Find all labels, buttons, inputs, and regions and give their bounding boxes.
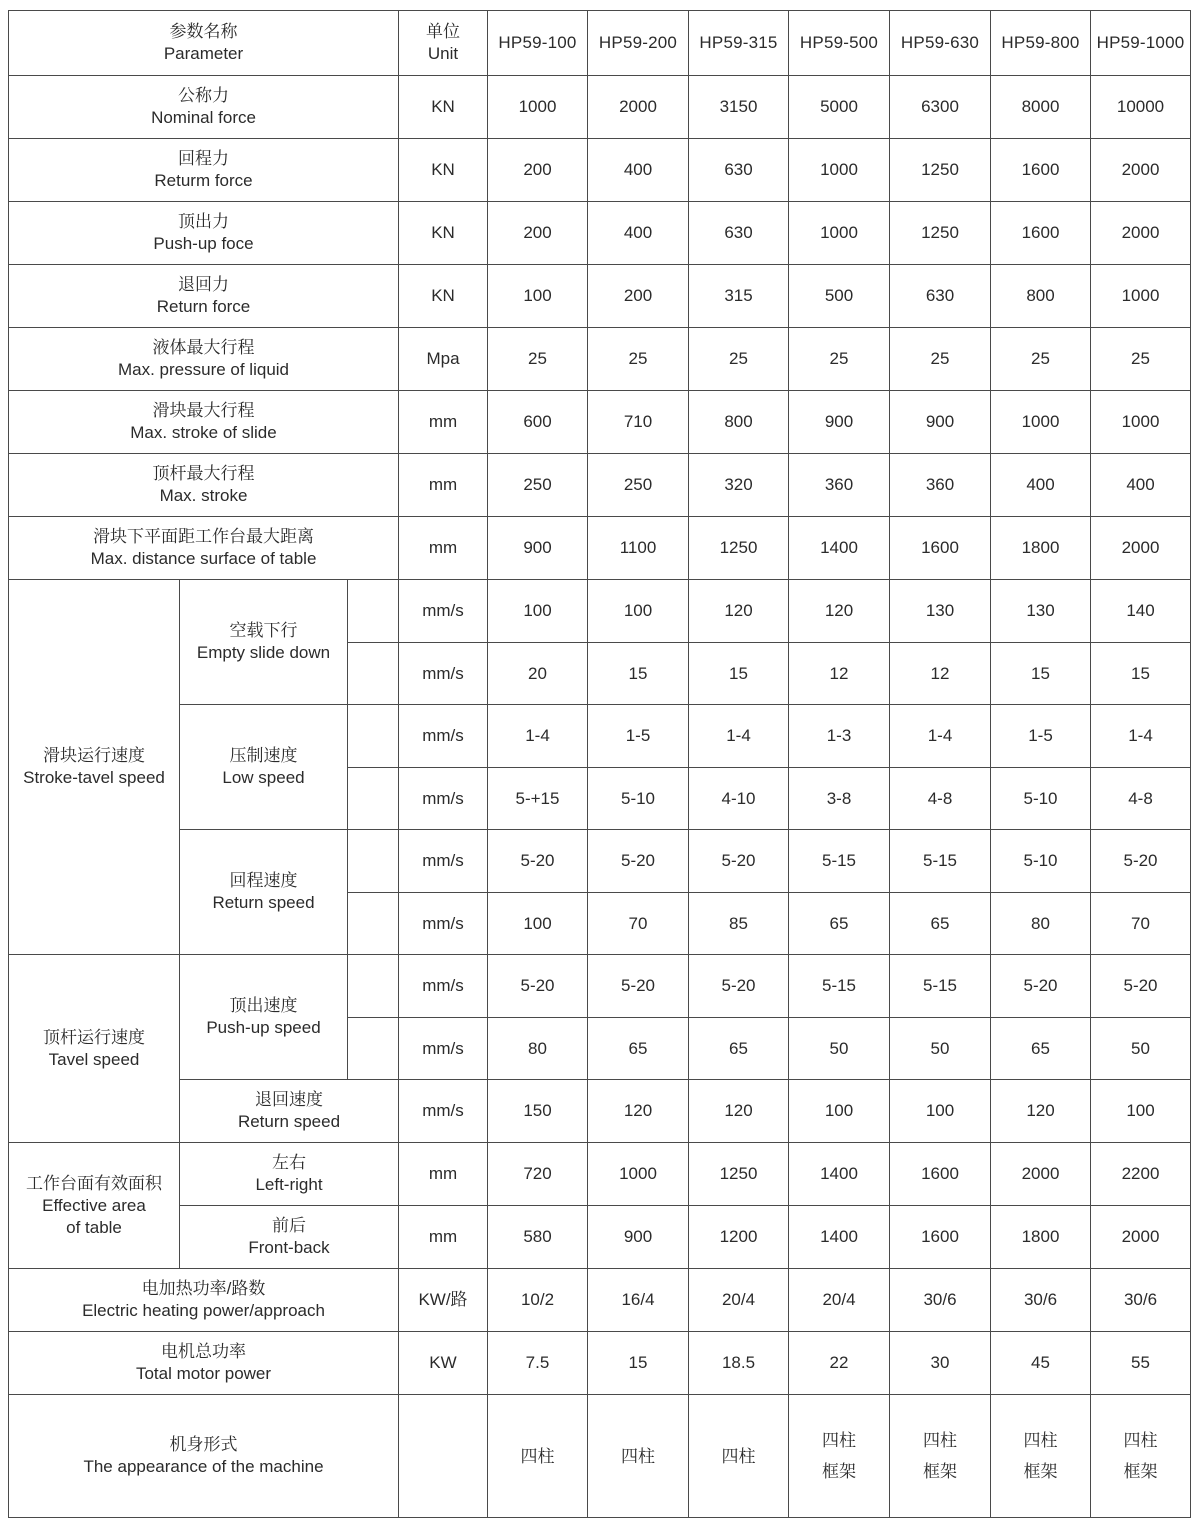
blank-cell (348, 580, 399, 643)
value-cell: 1600 (890, 1206, 991, 1269)
unit-cell: KN (399, 265, 488, 328)
value-cell: 5-10 (991, 830, 1091, 893)
group-label-zh: 滑块运行速度 (43, 746, 145, 765)
value-cell: 50 (890, 1018, 991, 1080)
value-cell (588, 1395, 689, 1518)
table-row (9, 202, 1191, 265)
sub-label-low-speed (180, 705, 348, 830)
row-label (9, 202, 399, 265)
header-parameter-cell (9, 11, 399, 76)
blank-cell (348, 830, 399, 893)
row-label (9, 265, 399, 328)
value-cell: 25 (488, 328, 588, 391)
row-label-zh: 电机总功率 (161, 1342, 246, 1361)
table-row (9, 580, 1191, 643)
sub-label-return-speed (180, 830, 348, 955)
table-row (9, 955, 1191, 1018)
row-label (9, 328, 399, 391)
value-cell (789, 1395, 890, 1518)
value-cell: 30/6 (991, 1269, 1091, 1332)
sub-label-en: Empty slide down (196, 643, 331, 662)
value-cell: 1-3 (789, 705, 890, 768)
table-row (9, 391, 1191, 454)
blank-cell (348, 1018, 399, 1080)
model-header: HP59-1000 (1091, 11, 1191, 76)
value-cell: 140 (1091, 580, 1191, 643)
value-cell: 580 (488, 1206, 588, 1269)
unit-cell: mm/s (399, 1080, 488, 1143)
value-cell: 200 (588, 265, 689, 328)
value-cell: 120 (991, 1080, 1091, 1143)
appearance-line2: 框架 (923, 1462, 957, 1481)
unit-cell: mm (399, 1143, 488, 1206)
appearance-line1: 四柱 (520, 1446, 555, 1466)
value-cell: 12 (789, 643, 890, 705)
value-cell: 500 (789, 265, 890, 328)
row-label (9, 454, 399, 517)
value-cell: 150 (488, 1080, 588, 1143)
value-cell: 5-20 (488, 955, 588, 1018)
value-cell: 710 (588, 391, 689, 454)
value-cell: 400 (588, 139, 689, 202)
value-cell: 1000 (488, 76, 588, 139)
row-label-zh: 顶杆最大行程 (152, 464, 255, 483)
value-cell: 2000 (1091, 139, 1191, 202)
group-label-en: of table (66, 1217, 122, 1237)
value-cell: 15 (689, 643, 789, 705)
row-label-zh: 回程力 (178, 149, 229, 168)
value-cell: 1600 (890, 517, 991, 580)
table-row (9, 454, 1191, 517)
sub-label-zh: 前后 (272, 1216, 306, 1235)
value-cell: 15 (991, 643, 1091, 705)
value-cell: 25 (789, 328, 890, 391)
value-cell: 1100 (588, 517, 689, 580)
value-cell: 100 (1091, 1080, 1191, 1143)
group-label-zh: 顶杆运行速度 (43, 1027, 145, 1047)
group-label-en: Tavel speed (48, 1049, 140, 1069)
row-label-en: Electric heating power/approach (82, 1301, 325, 1320)
value-cell: 5-20 (588, 830, 689, 893)
appearance-line1: 四柱 (822, 1431, 856, 1450)
value-cell: 1-4 (1091, 705, 1191, 768)
sub-label-pushup-speed (180, 955, 348, 1080)
value-cell: 4-8 (890, 768, 991, 830)
value-cell: 1-4 (890, 705, 991, 768)
value-cell: 400 (588, 202, 689, 265)
value-cell: 15 (1091, 643, 1191, 705)
row-label-en: Max. stroke (159, 486, 248, 505)
value-cell: 3150 (689, 76, 789, 139)
value-cell: 5-15 (789, 830, 890, 893)
model-header: HP59-315 (689, 11, 789, 76)
value-cell: 630 (890, 265, 991, 328)
table-row (9, 1080, 1191, 1143)
value-cell: 5-20 (588, 955, 689, 1018)
value-cell: 1800 (991, 1206, 1091, 1269)
sub-label-zh: 压制速度 (229, 746, 298, 765)
value-cell: 2200 (1091, 1143, 1191, 1206)
spec-table (8, 10, 1191, 1518)
table-row (9, 139, 1191, 202)
appearance-line1: 四柱 (721, 1446, 756, 1466)
value-cell: 2000 (588, 76, 689, 139)
value-cell: 5-+15 (488, 768, 588, 830)
row-label-zh: 滑块下平面距工作台最大距离 (93, 527, 314, 546)
header-unit-en: Unit (427, 44, 459, 63)
value-cell: 2000 (1091, 517, 1191, 580)
row-label-zh: 公称力 (178, 86, 229, 105)
unit-cell: mm/s (399, 768, 488, 830)
value-cell: 25 (588, 328, 689, 391)
blank-cell (348, 705, 399, 768)
value-cell: 22 (789, 1332, 890, 1395)
header-parameter-en: Parameter (163, 44, 244, 63)
header-unit-zh: 单位 (426, 22, 460, 41)
appearance-line1: 四柱 (1123, 1431, 1158, 1450)
value-cell: 400 (1091, 454, 1191, 517)
unit-cell: KN (399, 76, 488, 139)
sub-label-en: Push-up speed (206, 1018, 321, 1037)
unit-cell: mm/s (399, 1018, 488, 1080)
row-label (9, 139, 399, 202)
value-cell: 5-10 (991, 768, 1091, 830)
unit-cell: KN (399, 139, 488, 202)
table-row (9, 76, 1191, 139)
value-cell: 16/4 (588, 1269, 689, 1332)
value-cell: 200 (488, 139, 588, 202)
appearance-line1: 四柱 (923, 1431, 957, 1450)
value-cell: 320 (689, 454, 789, 517)
value-cell: 4-10 (689, 768, 789, 830)
unit-cell: mm/s (399, 643, 488, 705)
header-row (9, 11, 1191, 76)
value-cell: 2000 (1091, 202, 1191, 265)
value-cell: 70 (1091, 893, 1191, 955)
value-cell: 1250 (890, 202, 991, 265)
group-label-tavel-speed (9, 955, 180, 1143)
unit-cell: Mpa (399, 328, 488, 391)
row-label-en: Nominal force (151, 108, 256, 127)
value-cell: 2000 (1091, 1206, 1191, 1269)
value-cell: 360 (890, 454, 991, 517)
value-cell: 100 (488, 893, 588, 955)
value-cell: 120 (689, 580, 789, 643)
value-cell: 400 (991, 454, 1091, 517)
blank-cell (348, 643, 399, 705)
value-cell: 50 (789, 1018, 890, 1080)
value-cell: 18.5 (689, 1332, 789, 1395)
row-label-en: The appearance of the machine (83, 1457, 324, 1476)
value-cell: 15 (588, 1332, 689, 1395)
value-cell: 65 (689, 1018, 789, 1080)
value-cell: 120 (689, 1080, 789, 1143)
value-cell (991, 1395, 1091, 1518)
row-label-en: Max. pressure of liquid (117, 360, 290, 379)
value-cell: 250 (588, 454, 689, 517)
value-cell: 8000 (991, 76, 1091, 139)
blank-cell (348, 955, 399, 1018)
value-cell (488, 1395, 588, 1518)
value-cell: 30 (890, 1332, 991, 1395)
value-cell: 100 (488, 580, 588, 643)
value-cell: 1600 (991, 202, 1091, 265)
row-label (9, 76, 399, 139)
unit-cell: mm (399, 517, 488, 580)
value-cell: 1800 (991, 517, 1091, 580)
unit-cell: mm (399, 454, 488, 517)
value-cell: 5-15 (890, 830, 991, 893)
value-cell: 100 (588, 580, 689, 643)
value-cell: 10/2 (488, 1269, 588, 1332)
appearance-line2: 框架 (822, 1462, 856, 1481)
value-cell: 120 (789, 580, 890, 643)
row-label-zh: 电加热功率/路数 (141, 1279, 266, 1298)
value-cell: 70 (588, 893, 689, 955)
row-label (9, 1269, 399, 1332)
row-label-en: Return force (156, 297, 251, 316)
sub-label-left-right (180, 1143, 399, 1206)
value-cell: 10000 (1091, 76, 1191, 139)
sub-label-zh: 回程速度 (229, 871, 298, 890)
value-cell: 25 (991, 328, 1091, 391)
unit-cell: mm/s (399, 580, 488, 643)
value-cell: 65 (588, 1018, 689, 1080)
row-label-en: Max. stroke of slide (130, 423, 277, 442)
value-cell: 2000 (991, 1143, 1091, 1206)
value-cell: 5-15 (789, 955, 890, 1018)
sub-label-front-back (180, 1206, 399, 1269)
row-label-zh: 退回力 (178, 275, 229, 294)
row-label (9, 1332, 399, 1395)
unit-cell: KW (399, 1332, 488, 1395)
table-row (9, 830, 1191, 893)
value-cell: 15 (588, 643, 689, 705)
unit-cell: KW/路 (399, 1269, 488, 1332)
value-cell: 5-20 (689, 830, 789, 893)
sub-label-en: Return speed (237, 1112, 341, 1131)
value-cell: 5-10 (588, 768, 689, 830)
value-cell: 5-20 (488, 830, 588, 893)
appearance-line2: 框架 (1123, 1462, 1158, 1481)
blank-cell (348, 768, 399, 830)
value-cell: 1600 (890, 1143, 991, 1206)
value-cell: 55 (1091, 1332, 1191, 1395)
value-cell: 12 (890, 643, 991, 705)
value-cell: 800 (689, 391, 789, 454)
value-cell: 1250 (689, 1143, 789, 1206)
row-label-zh: 液体最大行程 (152, 338, 255, 357)
value-cell: 7.5 (488, 1332, 588, 1395)
header-parameter-zh: 参数名称 (169, 22, 238, 41)
value-cell: 1000 (991, 391, 1091, 454)
value-cell: 1600 (991, 139, 1091, 202)
value-cell: 315 (689, 265, 789, 328)
value-cell: 1400 (789, 1143, 890, 1206)
blank-cell (399, 1395, 488, 1518)
value-cell: 1250 (890, 139, 991, 202)
sub-label-zh: 左右 (272, 1153, 306, 1172)
value-cell: 5-15 (890, 955, 991, 1018)
value-cell: 1000 (588, 1143, 689, 1206)
table-row (9, 705, 1191, 768)
value-cell: 20/4 (689, 1269, 789, 1332)
value-cell: 100 (789, 1080, 890, 1143)
value-cell: 50 (1091, 1018, 1191, 1080)
sub-label-en: Low speed (222, 768, 305, 787)
value-cell: 1400 (789, 517, 890, 580)
value-cell: 630 (689, 139, 789, 202)
table-row (9, 265, 1191, 328)
group-label-stroke-speed (9, 580, 180, 955)
model-header: HP59-200 (588, 11, 689, 76)
unit-cell: mm (399, 391, 488, 454)
unit-cell: KN (399, 202, 488, 265)
value-cell: 900 (588, 1206, 689, 1269)
row-label-zh: 顶出力 (178, 212, 229, 231)
value-cell: 30/6 (890, 1269, 991, 1332)
value-cell: 80 (488, 1018, 588, 1080)
table-row (9, 1269, 1191, 1332)
sub-label-en: Front-back (248, 1238, 330, 1257)
value-cell: 1000 (789, 202, 890, 265)
value-cell: 1200 (689, 1206, 789, 1269)
value-cell: 1000 (1091, 265, 1191, 328)
header-unit-cell (399, 11, 488, 76)
value-cell (1091, 1395, 1191, 1518)
value-cell: 30/6 (1091, 1269, 1191, 1332)
sub-label-return-speed-2 (180, 1080, 399, 1143)
value-cell: 3-8 (789, 768, 890, 830)
unit-cell: mm/s (399, 830, 488, 893)
value-cell: 1-4 (689, 705, 789, 768)
value-cell: 20 (488, 643, 588, 705)
value-cell: 1-5 (991, 705, 1091, 768)
value-cell: 1000 (1091, 391, 1191, 454)
row-label-en: Push-up foce (153, 234, 254, 253)
row-label-zh: 机身形式 (169, 1435, 238, 1454)
value-cell: 1250 (689, 517, 789, 580)
value-cell: 5-20 (991, 955, 1091, 1018)
row-label (9, 391, 399, 454)
value-cell: 65 (789, 893, 890, 955)
value-cell: 20/4 (789, 1269, 890, 1332)
value-cell: 900 (488, 517, 588, 580)
model-header: HP59-100 (488, 11, 588, 76)
value-cell: 130 (890, 580, 991, 643)
group-label-effective-area (9, 1143, 180, 1269)
value-cell: 250 (488, 454, 588, 517)
sub-label-empty-down (180, 580, 348, 705)
value-cell: 25 (689, 328, 789, 391)
sub-label-zh: 退回速度 (255, 1090, 323, 1109)
appearance-line1: 四柱 (621, 1446, 655, 1466)
sub-label-zh: 空载下行 (229, 621, 298, 640)
row-label-en: Returm force (154, 171, 253, 190)
value-cell: 900 (890, 391, 991, 454)
value-cell: 100 (488, 265, 588, 328)
table-row (9, 1143, 1191, 1206)
row-label (9, 517, 399, 580)
value-cell: 630 (689, 202, 789, 265)
value-cell: 25 (890, 328, 991, 391)
value-cell: 45 (991, 1332, 1091, 1395)
value-cell: 25 (1091, 328, 1191, 391)
value-cell: 5-20 (1091, 955, 1191, 1018)
group-label-zh: 工作台面有效面积 (26, 1173, 162, 1193)
unit-cell: mm/s (399, 893, 488, 955)
appearance-line1: 四柱 (1023, 1431, 1058, 1450)
value-cell: 4-8 (1091, 768, 1191, 830)
row-label-en: Total motor power (135, 1364, 272, 1383)
sub-label-en: Left-right (255, 1175, 323, 1194)
value-cell: 130 (991, 580, 1091, 643)
value-cell: 5-20 (689, 955, 789, 1018)
blank-cell (348, 893, 399, 955)
value-cell: 120 (588, 1080, 689, 1143)
value-cell: 85 (689, 893, 789, 955)
value-cell: 5-20 (1091, 830, 1191, 893)
value-cell: 1000 (789, 139, 890, 202)
model-header: HP59-630 (890, 11, 991, 76)
group-label-en: Stroke-tavel speed (23, 768, 165, 787)
table-row (9, 328, 1191, 391)
value-cell: 600 (488, 391, 588, 454)
unit-cell: mm/s (399, 705, 488, 768)
table-row (9, 517, 1191, 580)
sub-label-en: Return speed (212, 893, 315, 912)
value-cell: 1-4 (488, 705, 588, 768)
value-cell (689, 1395, 789, 1518)
value-cell: 800 (991, 265, 1091, 328)
row-label-en: Max. distance surface of table (90, 549, 317, 568)
row-label-zh: 滑块最大行程 (152, 401, 255, 420)
value-cell: 1400 (789, 1206, 890, 1269)
value-cell: 65 (991, 1018, 1091, 1080)
value-cell: 1-5 (588, 705, 689, 768)
value-cell: 80 (991, 893, 1091, 955)
value-cell: 720 (488, 1143, 588, 1206)
row-label (9, 1395, 399, 1518)
table-row (9, 1395, 1191, 1518)
unit-cell: mm/s (399, 955, 488, 1018)
value-cell: 5000 (789, 76, 890, 139)
model-header: HP59-800 (991, 11, 1091, 76)
value-cell (890, 1395, 991, 1518)
table-row (9, 1206, 1191, 1269)
table-row (9, 1332, 1191, 1395)
value-cell: 900 (789, 391, 890, 454)
unit-cell: mm (399, 1206, 488, 1269)
value-cell: 200 (488, 202, 588, 265)
model-header: HP59-500 (789, 11, 890, 76)
value-cell: 65 (890, 893, 991, 955)
value-cell: 6300 (890, 76, 991, 139)
sub-label-zh: 顶出速度 (229, 996, 298, 1015)
appearance-line2: 框架 (1023, 1462, 1058, 1481)
group-label-en: Effective area (42, 1195, 146, 1215)
value-cell: 360 (789, 454, 890, 517)
value-cell: 100 (890, 1080, 991, 1143)
